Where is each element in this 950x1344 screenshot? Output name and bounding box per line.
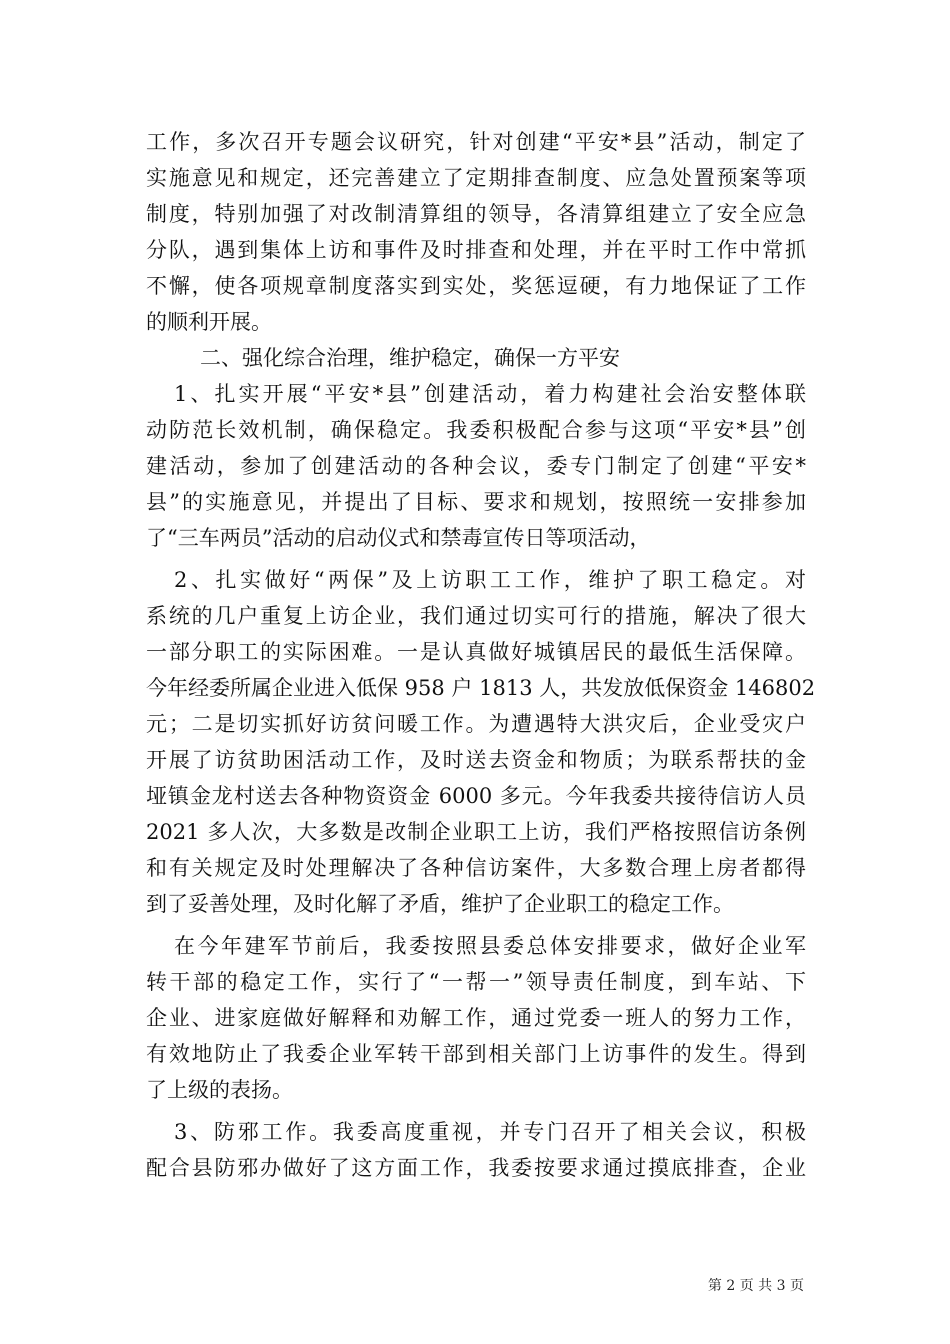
text-line: 分队，遇到集体上访和事件及时排查和处理，并在平时工作中常抓 (146, 238, 806, 262)
text-line: 2、扎实做好“两保”及上访职工工作，维护了职工稳定。对 (174, 568, 806, 592)
text-line: 建活动，参加了创建活动的各种会议，委专门制定了创建“平安* (146, 454, 806, 478)
page-number-indicator: 第 2 页 共 3 页 (707, 1278, 804, 1294)
text-line: 动防范长效机制，确保稳定。我委积极配合参与这项“平安*县”创 (146, 418, 806, 442)
text-line: 工作，多次召开专题会议研究，针对创建“平安*县”活动，制定了 (146, 130, 806, 154)
text-line: 转干部的稳定工作，实行了“一帮一”领导责任制度，到车站、下 (146, 970, 806, 994)
text-line: 元；二是切实抓好访贫问暖工作。为遭遇特大洪灾后，企业受灾户 (146, 712, 806, 736)
text-line: 配合县防邪办做好了这方面工作，我委按要求通过摸底排查，企业 (146, 1156, 806, 1180)
text-line: 了“三车两员”活动的启动仪式和禁毒宣传日等项活动， (146, 526, 651, 550)
text-line: 在今年建军节前后，我委按照县委总体安排要求，做好企业军 (174, 934, 806, 958)
section-heading: 二、强化综合治理，维护稳定，确保一方平安 (200, 346, 620, 370)
text-line: 了上级的表扬。 (146, 1078, 293, 1102)
text-line: 企业、进家庭做好解释和劝解工作，通过党委一班人的努力工作， (146, 1006, 806, 1030)
text-line: 今年经委所属企业进入低保 958 户 1813 人，共发放低保资金 146802 (146, 676, 816, 700)
text-line: 不懈，使各项规章制度落实到实处，奖惩逗硬，有力地保证了工作 (146, 274, 806, 298)
text-line: 制度，特别加强了对改制清算组的领导，各清算组建立了安全应急 (146, 202, 806, 226)
text-line: 一部分职工的实际困难。一是认真做好城镇居民的最低生活保障。 (146, 640, 806, 664)
text-line: 开展了访贫助困活动工作，及时送去资金和物质；为联系帮扶的金 (146, 748, 806, 772)
text-line: 的顺利开展。 (146, 310, 272, 334)
text-line: 垭镇金龙村送去各种物资资金 6000 多元。今年我委共接待信访人员 (146, 784, 806, 808)
text-line: 3、防邪工作。我委高度重视，并专门召开了相关会议，积极 (174, 1120, 806, 1144)
text-line: 1、扎实开展“平安*县”创建活动，着力构建社会治安整体联 (174, 382, 806, 406)
text-line: 县”的实施意见，并提出了目标、要求和规划，按照统一安排参加 (146, 490, 806, 514)
text-line: 和有关规定及时处理解决了各种信访案件，大多数合理上房者都得 (146, 856, 806, 880)
text-line: 实施意见和规定，还完善建立了定期排查制度、应急处置预案等项 (146, 166, 806, 190)
text-line: 到了妥善处理，及时化解了矛盾，维护了企业职工的稳定工作。 (146, 892, 734, 916)
text-line: 2021 多人次，大多数是改制企业职工上访，我们严格按照信访条例 (146, 820, 806, 844)
text-line: 系统的几户重复上访企业，我们通过切实可行的措施，解决了很大 (146, 604, 806, 628)
text-line: 有效地防止了我委企业军转干部到相关部门上访事件的发生。得到 (146, 1042, 806, 1066)
